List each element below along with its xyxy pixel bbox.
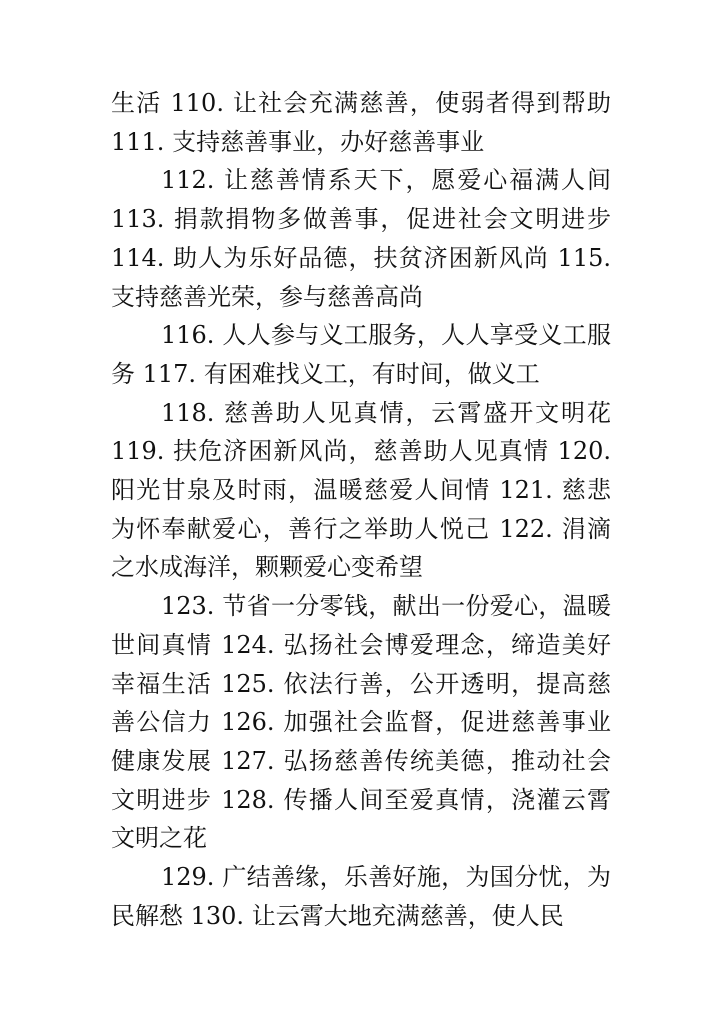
- paragraph: 116. 人人参与义工服务，人人享受义工服务 117. 有困难找义工，有时间，做义工: [111, 321, 611, 388]
- document-body: [111, 84, 611, 935]
- paragraph: 112. 让慈善情系天下，愿爱心福满人间 113. 捐款捐物多做善事，促进社会文明进步 114. 助人为乐好品德，扶贫济困新风尚 115. 支持慈善光荣，参与慈善高尚: [111, 166, 611, 311]
- paragraph: 118. 慈善助人见真情，云霄盛开文明花 119. 扶危济困新风尚，慈善助人见真情 120. 阳光甘泉及时雨，温暖慈爱人间情 121. 慈悲为怀奉献爱心，善行之举助人悦己 122. 涓滴之水成海洋，颗颗爱心变希望: [111, 398, 611, 582]
- paragraph: 129. 广结善缘，乐善好施，为国分忧，为民解愁 130. 让云霄大地充满慈善，使人民: [111, 863, 611, 930]
- paragraph: 123. 节省一分零钱，献出一份爱心，温暖世间真情 124. 弘扬社会博爱理念，缔造美好幸福生活 125. 依法行善，公开透明，提高慈善公信力 126. 加强社会监督，促进慈善事业健康发展 127. 弘扬慈善传统美德，推动社会文明进步 128. 传播人间至爱真情，浇灌云霄文明之花: [111, 592, 611, 853]
- paragraph: 生活 110. 让社会充满慈善，使弱者得到帮助 111. 支持慈善事业，办好慈善事业: [111, 89, 611, 156]
